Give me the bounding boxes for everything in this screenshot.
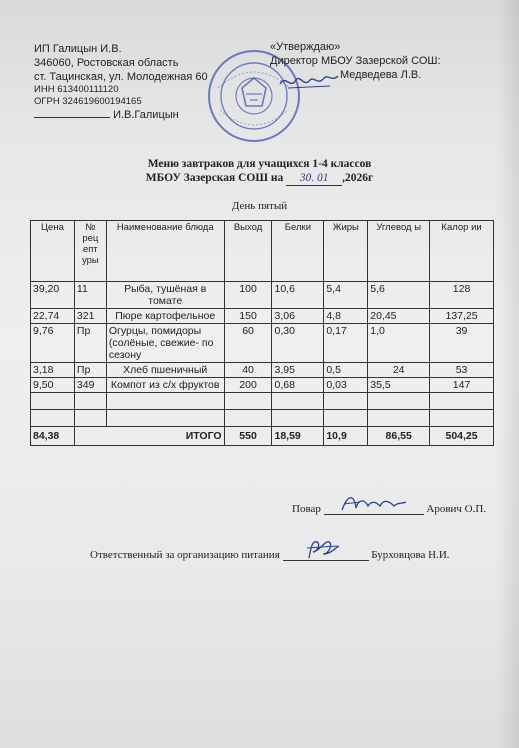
menu-table	[30, 220, 494, 446]
cell-empty	[224, 410, 272, 427]
cell-portion: 150	[224, 309, 272, 324]
cell-proteins: 3,95	[272, 363, 324, 378]
cell-empty	[106, 410, 224, 427]
cell-calories: 147	[430, 378, 494, 393]
cook-signature-line	[292, 500, 486, 515]
responsible-signature-blank	[283, 546, 369, 561]
cell-proteins: 10,6	[272, 282, 324, 309]
menu-date: 30. 01	[286, 171, 342, 186]
supplier-block	[34, 42, 208, 122]
col-fats: Жиры	[324, 221, 368, 282]
total-price: 84,38	[31, 427, 75, 446]
supplier-ogrn: ОГРН 324619600194165	[34, 96, 142, 107]
cook-name: Арович О.П.	[426, 503, 487, 515]
total-label: ИТОГО	[74, 427, 224, 446]
total-portion: 550	[224, 427, 272, 446]
responsible-name: Бурховцова Н.И.	[371, 549, 450, 561]
cell-carbs: 20,45	[368, 309, 430, 324]
cell-recipe: 321	[74, 309, 106, 324]
cell-fats: 5,4	[324, 282, 368, 309]
cell-price: 9,50	[31, 378, 75, 393]
total-carbs: 86,55	[368, 427, 430, 446]
cell-price: 22,74	[31, 309, 75, 324]
responsible-label: Ответственный за организацию питания	[90, 549, 280, 561]
cell-empty	[272, 410, 324, 427]
cell-proteins: 0,68	[272, 378, 324, 393]
cell-empty	[31, 393, 75, 410]
cell-recipe: Пр	[74, 363, 106, 378]
supplier-inn: ИНН 613400111120	[34, 84, 119, 95]
cell-empty	[31, 410, 75, 427]
total-fats: 10,9	[324, 427, 368, 446]
col-calories: Калор ии	[430, 221, 494, 282]
cell-recipe: 11	[74, 282, 106, 309]
table-row	[31, 282, 494, 309]
col-proteins: Белки	[272, 221, 324, 282]
cell-carbs: 35,5	[368, 378, 430, 393]
cell-dish: Рыба, тушёная в томате	[106, 282, 224, 309]
approval-heading: «Утверждаю»	[270, 41, 341, 53]
cell-calories: 128	[430, 282, 494, 309]
cell-dish: Компот из с/х фруктов	[106, 378, 224, 393]
cell-fats: 0,03	[324, 378, 368, 393]
col-price: Цена	[31, 221, 75, 282]
menu-title-line2	[0, 171, 519, 186]
cell-empty	[430, 393, 494, 410]
table-row	[31, 378, 494, 393]
cell-empty	[74, 410, 106, 427]
signature-blank	[34, 117, 110, 118]
cell-price: 39,20	[31, 282, 75, 309]
table-row	[31, 363, 494, 378]
cell-empty	[272, 393, 324, 410]
day-label: День пятый	[231, 200, 288, 212]
menu-year: ,2026г	[342, 172, 374, 184]
responsible-signature	[303, 536, 343, 562]
cell-proteins: 3,06	[272, 309, 324, 324]
cell-carbs: 24	[368, 363, 430, 378]
cell-dish: Огурцы, помидоры (солёные, свежие- по сезону	[106, 324, 224, 363]
table-row	[31, 309, 494, 324]
cell-empty	[106, 393, 224, 410]
total-proteins: 18,59	[272, 427, 324, 446]
cell-carbs: 5,6	[368, 282, 430, 309]
cell-portion: 100	[224, 282, 272, 309]
approval-signatory: Медведева Л.В.	[340, 69, 422, 81]
cook-signature	[338, 492, 408, 514]
cell-empty	[324, 393, 368, 410]
cell-calories: 53	[430, 363, 494, 378]
col-carbs: Углевод ы	[368, 221, 430, 282]
col-dish-name: Наименование блюда	[106, 221, 224, 282]
cell-fats: 0,17	[324, 324, 368, 363]
col-portion: Выход	[224, 221, 272, 282]
cell-recipe: 349	[74, 378, 106, 393]
cell-empty	[74, 393, 106, 410]
cell-empty	[430, 410, 494, 427]
cell-price: 3,18	[31, 363, 75, 378]
supplier-address-street: ст. Тацинская, ул. Молодежная 60	[34, 71, 208, 83]
supplier-signatory: И.В.Галицын	[113, 109, 179, 121]
cell-dish: Пюре картофельное	[106, 309, 224, 324]
cook-label: Повар	[292, 503, 321, 515]
menu-title	[0, 157, 519, 186]
cell-portion: 60	[224, 324, 272, 363]
supplier-name: ИП Галицын И.В.	[34, 43, 122, 55]
table-row-empty	[31, 393, 494, 410]
cell-empty	[324, 410, 368, 427]
cell-proteins: 0,30	[272, 324, 324, 363]
page-edge-shadow	[497, 0, 519, 748]
table-header-row	[31, 221, 494, 282]
cell-empty	[224, 393, 272, 410]
approval-position: Директор МБОУ Зазерской СОШ:	[270, 55, 441, 67]
cell-recipe: Пр	[74, 324, 106, 363]
cell-calories: 137,25	[430, 309, 494, 324]
supplier-address-region: 346060, Ростовская область	[34, 57, 179, 69]
table-row	[31, 324, 494, 363]
cell-fats: 0,5	[324, 363, 368, 378]
cell-portion: 40	[224, 363, 272, 378]
school-name: МБОУ Зазерская СОШ на	[145, 172, 284, 184]
table-row-empty	[31, 410, 494, 427]
supplier-signature-line	[34, 108, 208, 122]
menu-title-line1: Меню завтраков для учащихся 1-4 классов	[147, 158, 372, 170]
cell-portion: 200	[224, 378, 272, 393]
cell-carbs: 1,0	[368, 324, 430, 363]
cook-signature-blank	[324, 500, 424, 515]
director-signature	[278, 70, 340, 92]
cell-empty	[368, 393, 430, 410]
col-recipe-number: № рец епт уры	[74, 221, 106, 282]
cell-dish: Хлеб пшеничный	[106, 363, 224, 378]
cell-calories: 39	[430, 324, 494, 363]
responsible-signature-line	[90, 546, 450, 561]
cell-empty	[368, 410, 430, 427]
cell-price: 9,76	[31, 324, 75, 363]
table-total-row	[31, 427, 494, 446]
total-calories: 504,25	[430, 427, 494, 446]
cell-fats: 4,8	[324, 309, 368, 324]
